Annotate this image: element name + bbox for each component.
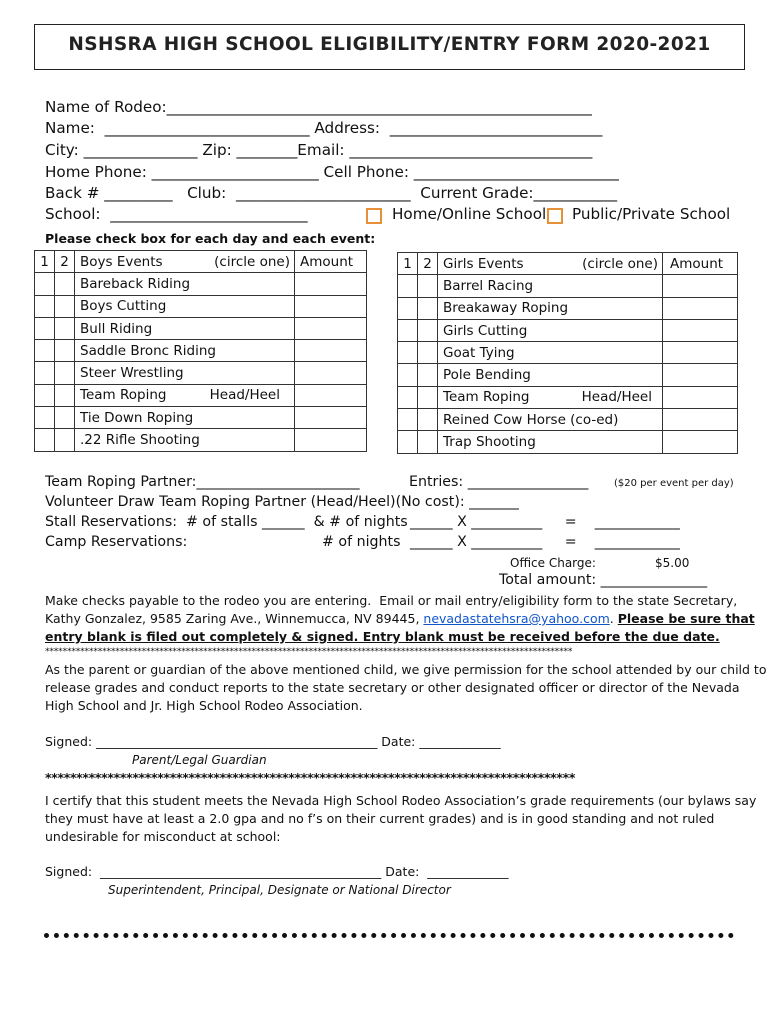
form-title: NSHSRA HIGH SCHOOL ELIGIBILITY/ENTRY FORM 2020-2021 [68,34,711,55]
event-row [398,409,738,431]
event-row [398,319,738,341]
school-cert-line-1: I certify that this student meets the Nevada High School Rodeo Association’s grade requirements (our bylaws say [45,793,757,808]
amount-cell[interactable] [295,340,367,362]
please-be-sure-text: Please be sure that [617,611,755,626]
punctuation: . [609,611,618,626]
amount-cell[interactable] [295,407,367,429]
day2-checkbox-cell[interactable] [55,295,75,317]
city-zip-email-field[interactable]: City: _______________ Zip: ________Email: ________________________________ [45,141,593,159]
day2-checkbox-cell[interactable] [55,384,75,406]
event-cell [75,362,295,384]
day2-checkbox-cell[interactable] [55,273,75,295]
stall-reservations-label: Stall Reservations: # of stalls ______ & # of nights [45,514,408,530]
parent-text-line-3: High School and Jr. High School Rodeo Association. [45,698,363,713]
event-cell [75,407,295,429]
event-name: Pole Bending [443,367,531,384]
event-cell [75,429,295,451]
table-header-row [398,253,738,275]
event-row [35,429,367,451]
day2-checkbox-cell[interactable] [418,364,438,386]
event-name: Team Roping [80,387,167,404]
amount-cell[interactable] [663,431,738,453]
entries-note: ($20 per event per day) [614,478,734,489]
amount-cell[interactable] [295,362,367,384]
day2-checkbox-cell[interactable] [55,317,75,339]
event-row [398,386,738,408]
school-field[interactable]: School: __________________________ [45,205,308,223]
events-header [438,253,663,275]
event-cell [438,342,663,364]
event-name: Saddle Bronc Riding [80,342,216,359]
event-cell [75,384,295,406]
amount-cell[interactable] [663,275,738,297]
event-cell [438,409,663,431]
day1-checkbox-cell[interactable] [35,295,55,317]
event-cell [438,319,663,341]
event-row [398,431,738,453]
school-cert-line-2: they must have at least a 2.0 gpa and no f’s on their current grades) and is in good standing and not ruled [45,811,715,826]
back-club-grade-field[interactable]: Back # _________ Club: _______________________ Current Grade:___________ [45,184,618,202]
amount-cell[interactable] [663,297,738,319]
event-row [35,384,367,406]
amount-cell[interactable] [663,319,738,341]
day2-checkbox-cell[interactable] [418,275,438,297]
event-row [398,342,738,364]
instruction-text: Please check box for each day and each event: [45,231,376,246]
day2-checkbox-cell[interactable] [418,342,438,364]
day1-checkbox-cell[interactable] [398,386,418,408]
event-row [35,362,367,384]
rodeo-name-field[interactable]: Name of Rodeo:________________________________________________________ [45,98,592,116]
event-cell [438,431,663,453]
amount-cell[interactable] [663,386,738,408]
boys-events-table [34,250,367,452]
day1-checkbox-cell[interactable] [398,319,418,341]
event-row [35,407,367,429]
event-option[interactable]: Head/Heel [209,387,280,404]
day1-checkbox-cell[interactable] [35,362,55,384]
event-name: Trap Shooting [443,434,536,451]
circle-one-header: (circle one) [214,253,290,270]
stall-calc-field[interactable]: ______ X __________ = ____________ [410,514,680,530]
events-header [75,251,295,273]
parent-text-line-2: release grades and conduct reports to the state secretary or other designated officer or director of the Nevada [45,680,740,695]
event-name: Team Roping [443,389,530,406]
event-name: Barrel Racing [443,277,534,294]
event-row [35,295,367,317]
event-cell [438,297,663,319]
parent-text-line-1: As the parent or guardian of the above mentioned child, we give permission for the school attended by our child to [45,662,767,677]
amount-header: Amount [663,253,738,275]
event-name: Girls Cutting [443,322,528,339]
amount-cell[interactable] [663,342,738,364]
dotted-cut-line [44,933,734,938]
amount-cell[interactable] [295,295,367,317]
amount-cell[interactable] [663,364,738,386]
day1-checkbox-cell[interactable] [35,384,55,406]
star-divider-1: ************************************************************************************************************************ [45,646,573,657]
day2-checkbox-cell[interactable] [418,297,438,319]
event-name: Goat Tying [443,344,515,361]
day2-checkbox-cell[interactable] [55,362,75,384]
amount-cell[interactable] [295,317,367,339]
amount-header: Amount [295,251,367,273]
day1-checkbox-cell[interactable] [398,431,418,453]
day1-header: 1 [35,251,55,273]
event-cell [75,340,295,362]
parent-signature-field[interactable]: Signed: _____________________________________________ Date: _____________ [45,734,501,749]
day1-checkbox-cell[interactable] [398,409,418,431]
checks-line-2 [45,611,755,626]
day1-checkbox-cell[interactable] [398,297,418,319]
amount-cell[interactable] [663,409,738,431]
events-title: Boys Events [80,253,163,270]
home-online-checkbox[interactable] [366,208,382,224]
event-cell [75,317,295,339]
day2-checkbox-cell[interactable] [418,386,438,408]
amount-cell[interactable] [295,384,367,406]
day2-checkbox-cell[interactable] [418,319,438,341]
event-name: Bull Riding [80,320,153,337]
day1-header: 1 [398,253,418,275]
checks-line-3: entry blank is filed out completely & signed. Entry blank must be received before the due date. [45,629,720,644]
day2-checkbox-cell[interactable] [55,429,75,451]
day2-checkbox-cell[interactable] [55,340,75,362]
day1-checkbox-cell[interactable] [398,275,418,297]
office-charge-value: $5.00 [655,556,690,570]
day2-header: 2 [418,253,438,275]
day2-header: 2 [55,251,75,273]
school-signature-field[interactable]: Signed: _____________________________________________ Date: _____________ [45,864,509,879]
name-address-field[interactable]: Name: ___________________________ Address: ____________________________ [45,119,603,137]
public-private-checkbox[interactable] [547,208,563,224]
event-row [35,340,367,362]
circle-one-header: (circle one) [582,255,658,272]
form-title-box [34,24,745,70]
event-cell [75,295,295,317]
camp-reservations-label: Camp Reservations: [45,534,188,550]
day2-checkbox-cell[interactable] [55,407,75,429]
day2-checkbox-cell[interactable] [418,431,438,453]
entries-field[interactable]: Entries: _________________ [409,474,589,490]
amount-cell[interactable] [295,429,367,451]
event-row [398,275,738,297]
day1-checkbox-cell[interactable] [398,364,418,386]
event-option[interactable]: Head/Heel [581,389,652,406]
secretary-address: Kathy Gonzalez, 9585 Zaring Ave., Winnemucca, NV 89445, [45,611,424,626]
girls-events-table [397,252,738,454]
public-private-label: Public/Private School [572,205,731,223]
team-roping-partner-field[interactable]: Team Roping Partner:_______________________ [45,474,360,490]
day1-checkbox-cell[interactable] [35,407,55,429]
day1-checkbox-cell[interactable] [398,342,418,364]
checks-line-1: Make checks payable to the rodeo you are entering. Email or mail entry/eligibility form to the state Secretary, [45,593,738,608]
school-caption: Superintendent, Principal, Designate or National Director [108,883,451,897]
volunteer-draw-field[interactable]: Volunteer Draw Team Roping Partner (Head/Heel)(No cost): _______ [45,494,519,510]
event-name: Breakaway Roping [443,300,569,317]
table-header-row [35,251,367,273]
event-name: .22 Rifle Shooting [80,432,200,449]
event-row [35,273,367,295]
event-name: Boys Cutting [80,298,167,315]
event-cell [438,275,663,297]
event-cell [75,273,295,295]
day1-checkbox-cell[interactable] [35,429,55,451]
star-divider-2: ************************************************************************************* [45,770,576,785]
office-charge-label: Office Charge: [510,556,596,570]
event-cell [438,364,663,386]
day1-checkbox-cell[interactable] [35,317,55,339]
total-amount-field[interactable]: Total amount: _______________ [499,572,708,588]
event-row [35,317,367,339]
camp-calc-field[interactable]: ______ X __________ = ____________ [410,534,680,550]
camp-nights-label: # of nights [322,534,401,550]
parent-caption: Parent/Legal Guardian [132,753,267,767]
events-title: Girls Events [443,255,524,272]
secretary-email-link[interactable]: nevadastatehsra@yahoo.com [423,611,610,626]
event-name: Steer Wrestling [80,365,184,382]
event-name: Tie Down Roping [80,409,194,426]
school-cert-line-3: undesirable for misconduct at school: [45,829,281,844]
event-row [398,297,738,319]
event-row [398,364,738,386]
day1-checkbox-cell[interactable] [35,273,55,295]
phone-field[interactable]: Home Phone: ______________________ Cell Phone: ___________________________ [45,163,619,181]
day2-checkbox-cell[interactable] [418,409,438,431]
day1-checkbox-cell[interactable] [35,340,55,362]
event-name: Reined Cow Horse (co-ed) [443,411,619,428]
event-name: Bareback Riding [80,275,191,292]
event-cell [438,386,663,408]
home-online-label: Home/Online School [392,205,547,223]
amount-cell[interactable] [295,273,367,295]
